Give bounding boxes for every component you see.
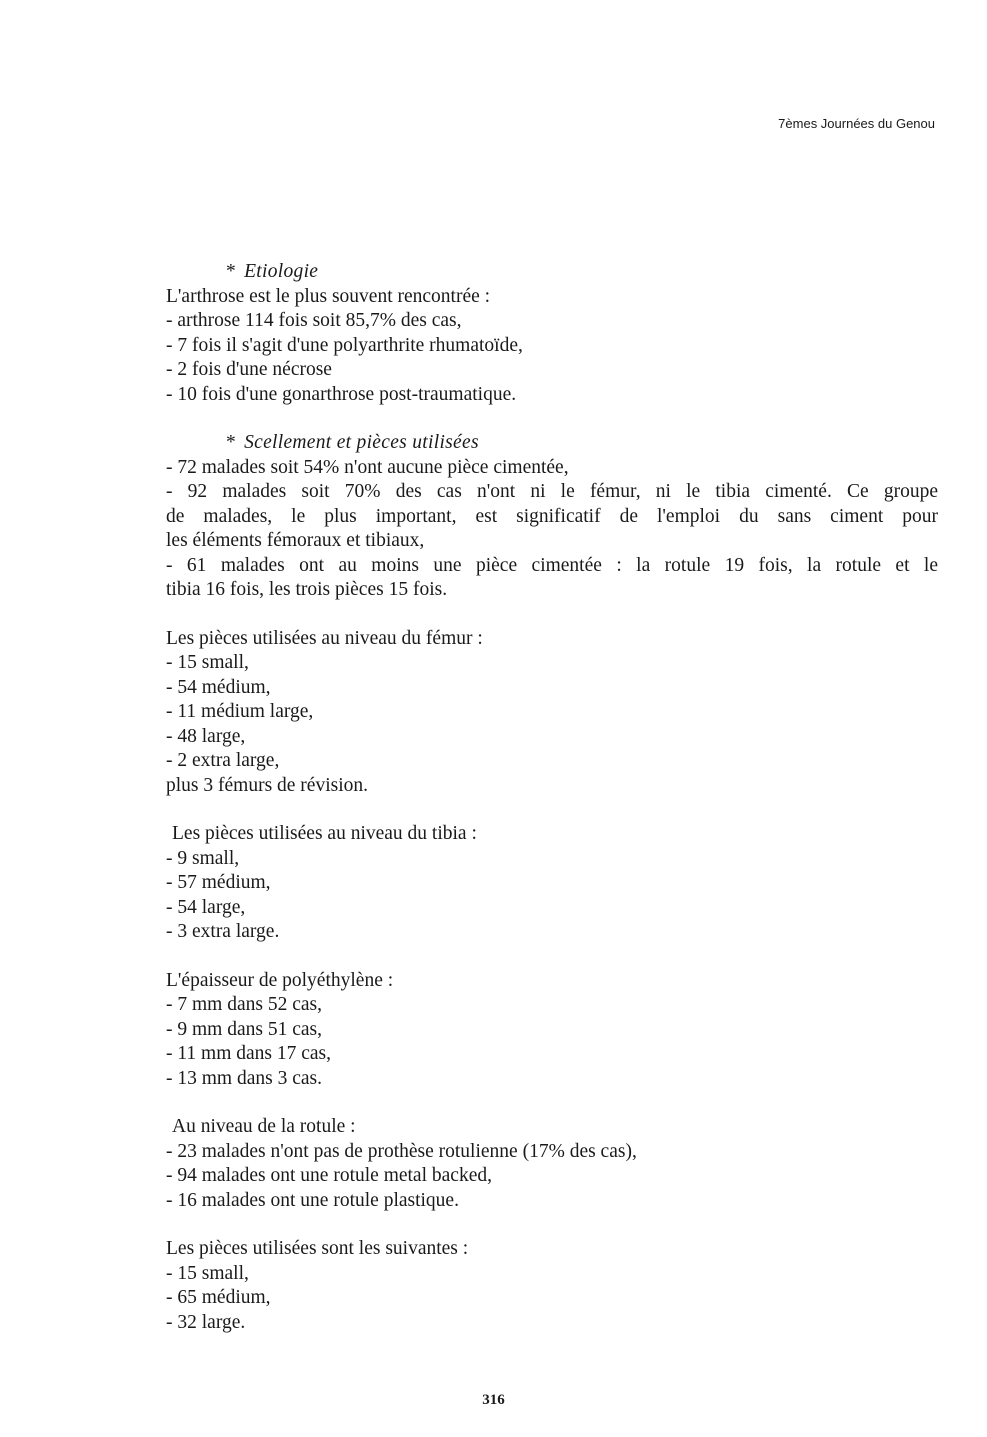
paragraph-intro: L'arthrose est le plus souvent rencontrée : [166,285,491,307]
list-item: - 57 médium, [166,872,271,893]
list-item: - 2 fois d'une nécrose [166,359,332,380]
list-item: - 10 fois d'une gonarthrose post-traumatique. [166,383,517,405]
list-item: - 23 malades n'ont pas de prothèse rotulienne (17% des cas), [166,1140,637,1162]
list-item: - 54 médium, [166,676,271,698]
paragraph-intro: L'épaisseur de polyéthylène : [166,969,394,991]
paragraph-gap [166,1091,938,1115]
paragraph-intro: Les pièces utilisées sont les suivantes : [166,1238,469,1259]
paragraph-gap [166,603,938,627]
paragraph-line: de malades, le plus important, est significatif de l'emploi du sans ciment pour [166,505,938,527]
section-title-scellement [166,431,938,456]
paragraph-outro: plus 3 fémurs de révision. [166,774,369,796]
section-title-text: Etiologie [244,261,319,282]
paragraph-intro: Les pièces utilisées au niveau du tibia : [172,823,477,844]
section-title-etiologie [166,260,938,285]
paragraph-gap [166,1213,938,1237]
running-header: 7èmes Journées du Genou [778,116,935,131]
list-item: - 2 extra large, [166,750,280,771]
list-item: - 72 malades soit 54% n'ont aucune pièce cimentée, [166,456,569,478]
list-item: - arthrose 114 fois soit 85,7% des cas, [166,310,462,331]
list-item: - 48 large, [166,725,246,747]
paragraph-intro: Les pièces utilisées au niveau du fémur : [166,627,483,649]
list-item: - 54 large, [166,896,246,918]
paragraph-gap [166,945,938,969]
list-item: - 7 fois il s'agit d'une polyarthrite rhumatoïde, [166,334,523,356]
page-body [166,260,938,1335]
list-item: - 7 mm dans 52 cas, [166,994,322,1015]
page-number: 316 [482,1392,505,1408]
paragraph-line: - 61 malades ont au moins une pièce cimentée : la rotule 19 fois, la rotule et le [166,554,938,576]
list-item: - 11 mm dans 17 cas, [166,1043,331,1064]
section-bullet-star: * [226,432,237,453]
list-item: - 15 small, [166,652,249,673]
list-item: - 11 médium large, [166,701,314,722]
list-item: - 3 extra large. [166,921,280,942]
list-item: - 32 large. [166,1311,246,1333]
section-bullet-star: * [226,261,237,282]
paragraph-line: les éléments fémoraux et tibiaux, [166,530,425,551]
paragraph-line: tibia 16 fois, les trois pièces 15 fois. [166,579,448,600]
list-item: - 9 mm dans 51 cas, [166,1018,322,1040]
paragraph-line: - 92 malades soit 70% des cas n'ont ni le fémur, ni le tibia cimenté. Ce groupe [166,481,938,502]
list-item: - 16 malades ont une rotule plastique. [166,1189,459,1211]
list-item: - 94 malades ont une rotule metal backed, [166,1165,492,1186]
paragraph-intro: Au niveau de la rotule : [172,1116,356,1137]
paragraph-gap [166,407,938,431]
section-title-text: Scellement et pièces utilisées [244,432,479,453]
list-item: - 13 mm dans 3 cas. [166,1067,322,1089]
paragraph-gap [166,798,938,822]
list-item: - 9 small, [166,847,240,869]
list-item: - 65 médium, [166,1287,271,1308]
list-item: - 15 small, [166,1262,249,1284]
